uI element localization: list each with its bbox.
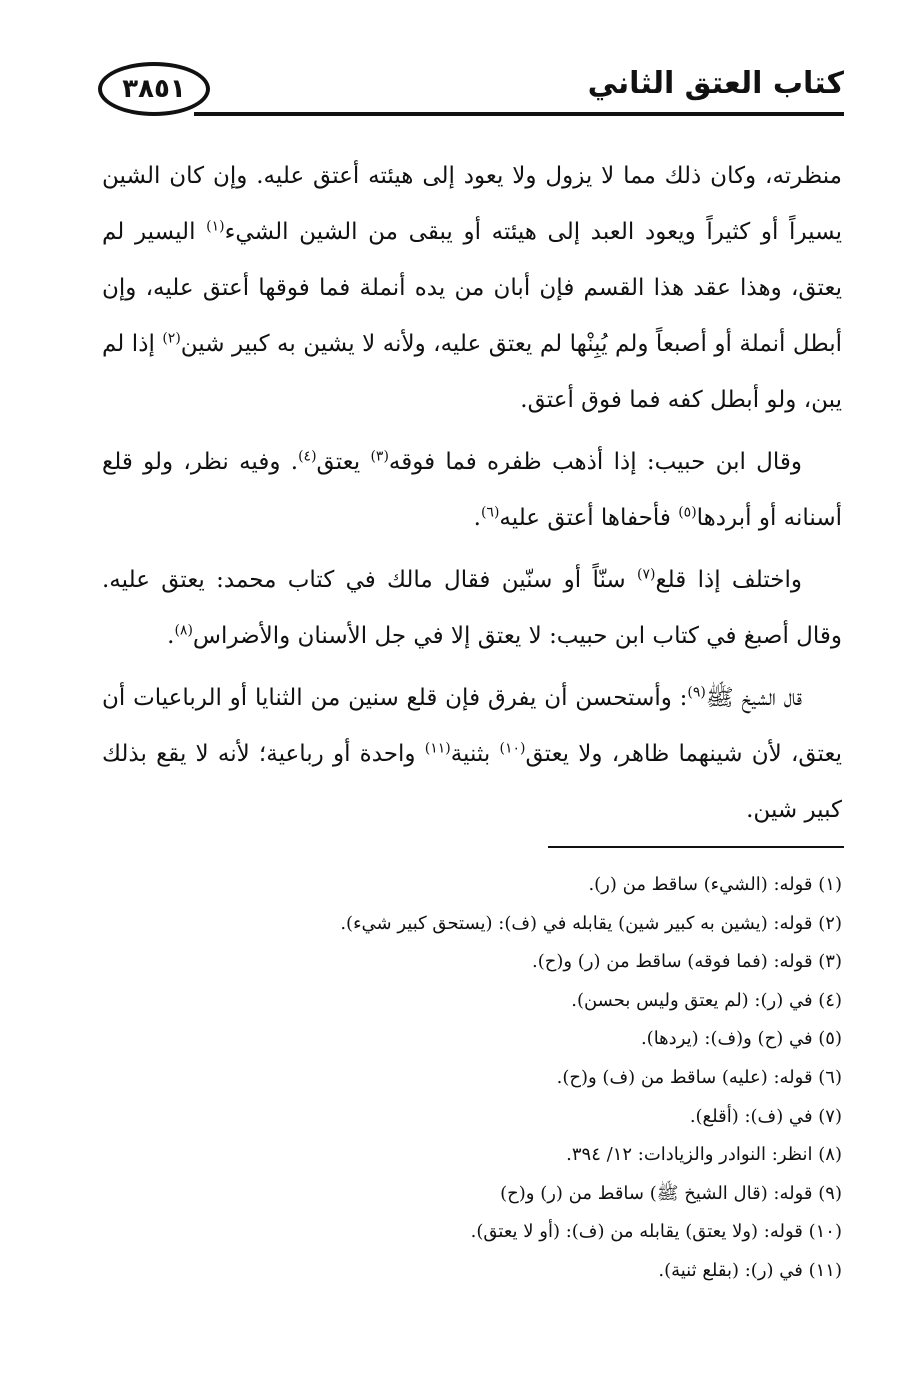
footnote-ref: (١)	[206, 218, 225, 235]
footnote: (٤) في (ر): (لم يعتق وليس بحسن).	[571, 989, 842, 1011]
page-number: ٣٨٥١	[122, 74, 186, 104]
footnote-ref: (١١)	[424, 740, 451, 757]
footnote: (٨) انظر: النوادر والزيادات: ١٢/ ٣٩٤.	[566, 1144, 842, 1166]
main-text	[102, 148, 842, 844]
page-header	[98, 62, 844, 124]
paragraph-2: وقال ابن حبيب: إذا أذهب ظفره فما فوقه$^{(٣)}$ يعتق$^{(٤)}$. وفيه نظر، ولو قلع أسنانه أو أبردها$^{(٥)}$ فأحفاها أعتق عليه$^{(٦)}$.	[102, 448, 842, 531]
footnote-ref: (١٠)	[499, 740, 526, 757]
book-title: كتاب العتق الثاني	[587, 66, 844, 101]
footnote: (٣) قوله: (فما فوقه) ساقط من (ر) و(ح).	[532, 951, 842, 973]
page-number-oval	[98, 62, 210, 116]
paragraph-4: قال الشيخ ﷺ$^{(٩)}$: وأستحسن أن يفرق فإن قلع سنين من الثنايا أو الرباعيات أن يعتق، لأن شينهما ظاهر، ولا يعتق$^{(١٠)}$ بثنية$^{(١١)}$ واحدة أو رباعية؛ لأنه لا يقع بذلك كبير شين.	[102, 684, 842, 823]
footnote-ref: (٤)	[298, 448, 317, 465]
footnote-separator	[548, 846, 844, 848]
footnote-ref: (٩)	[687, 684, 706, 701]
footnote-ref: (٦)	[480, 504, 500, 521]
footnote-ref: (٥)	[678, 504, 697, 521]
header-rule	[194, 112, 844, 116]
footnote-ref: (٧)	[636, 566, 656, 583]
footnote: (٦) قوله: (عليه) ساقط من (ف) و(ح).	[556, 1066, 842, 1088]
footnote-ref: (٨)	[174, 622, 193, 639]
footnote: (٢) قوله: (يشين به كبير شين) يقابله في (ف): (يستحق كبير شيء).	[340, 912, 842, 934]
footnote: (٩) قوله: (قال الشيخ ﷺ) ساقط من (ر) و(ح)	[500, 1182, 842, 1204]
footnote-ref: (٢)	[162, 330, 181, 347]
footnote: (٧) في (ف): (أقلع).	[689, 1105, 842, 1127]
paragraph-1: منظرته، وكان ذلك مما لا يزول ولا يعود إلى هيئته أعتق عليه. وإن كان الشين يسيراً أو كثيراً ويعود العبد إلى هيئته أو يبقى من الشين الشيء$^{(١)}$ اليسير لم يعتق، وهذا عقد هذا القسم فإن أبان من يده أنملة فما فوقها أعتق عليه، وإن أبطل أنملة أو أصبعاً ولم يُبِنْها لم يعتق عليه، ولأنه لا يشين به كبير شين$^{(٢)}$ إذا لم يبن، ولو أبطل كفه فما فوق أعتق.	[102, 163, 842, 413]
paragraph-3: واختلف إذا قلع$^{(٧)}$ سنّاً أو سنّين فقال مالك في كتاب محمد: يعتق عليه. وقال أصبغ في كتاب ابن حبيب: لا يعتق إلا في جل الأسنان والأضراس$^{(٨)}$.	[102, 566, 842, 649]
footnote-ref: (٣)	[370, 448, 389, 465]
footnote: (١٠) قوله: (ولا يعتق) يقابله من (ف): (أو لا يعتق).	[470, 1221, 842, 1243]
footnote: (١١) في (ر): (بقلع ثنية).	[658, 1259, 842, 1281]
footnote: (١) قوله: (الشيء) ساقط من (ر).	[588, 874, 842, 895]
footnote: (٥) في (ح) و(ف): (يردها).	[640, 1028, 842, 1050]
footnotes	[102, 866, 842, 1291]
